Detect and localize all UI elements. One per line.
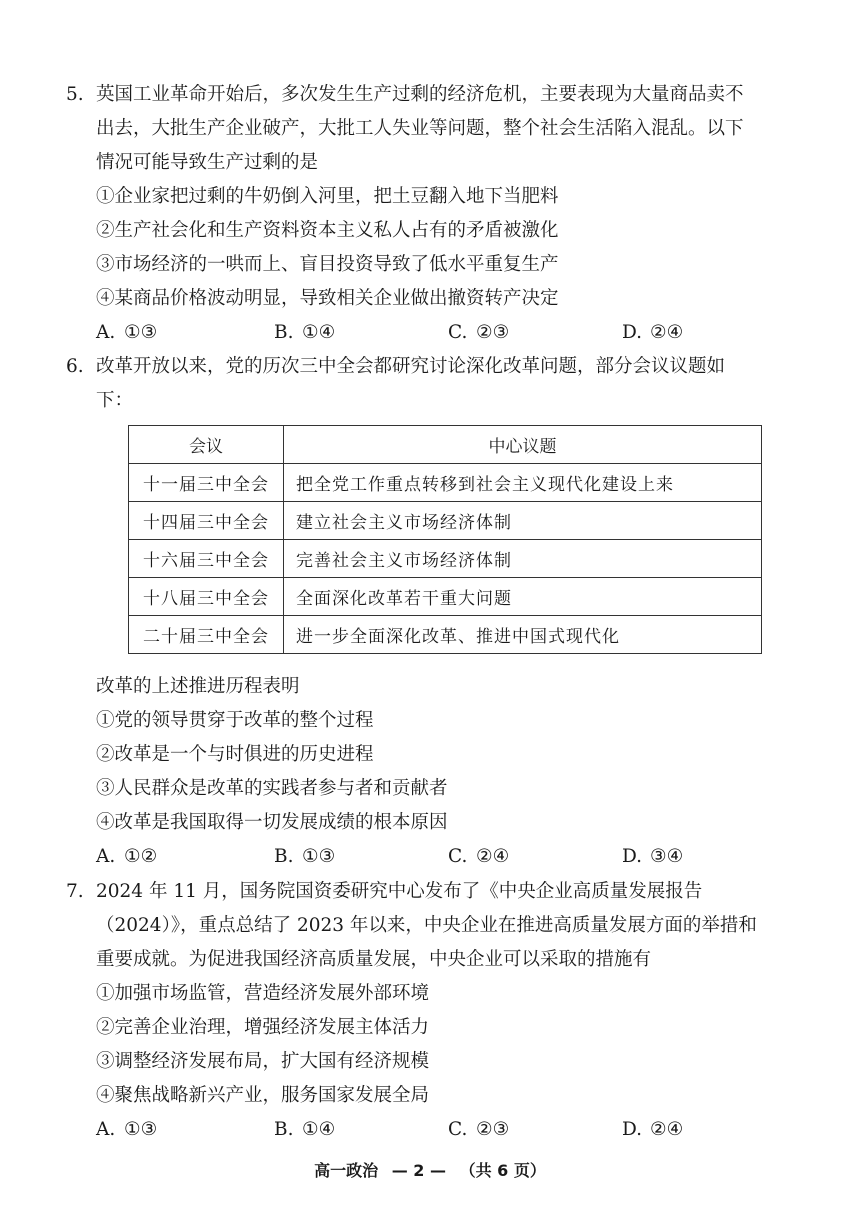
table-cell: 完善社会主义市场经济体制 xyxy=(284,540,762,578)
option-c: C. ②③ xyxy=(448,1119,510,1140)
table-cell: 十一届三中全会 xyxy=(129,464,284,502)
question-7 xyxy=(66,875,806,1147)
table-row xyxy=(129,540,762,578)
answer-options xyxy=(66,1113,806,1147)
table-cell: 十六届三中全会 xyxy=(129,540,284,578)
question-stem-line: 英国工业革命开始后，多次发生生产过剩的经济危机，主要表现为大量商品卖不 xyxy=(96,84,744,105)
statement: ④某商品价格波动明显，导致相关企业做出撤资转产决定 xyxy=(96,288,559,309)
table-cell: 进一步全面深化改革、推进中国式现代化 xyxy=(284,616,762,654)
option-a: A. ①② xyxy=(96,846,158,867)
question-stem-line: 重要成就。为促进我国经济高质量发展，中央企业可以采取的措施有 xyxy=(96,949,652,970)
option-c: C. ②④ xyxy=(448,846,510,867)
table-row xyxy=(129,464,762,502)
option-b: B. ①④ xyxy=(274,1119,336,1140)
table-cell: 十八届三中全会 xyxy=(129,578,284,616)
answer-options xyxy=(66,840,806,874)
meeting-table xyxy=(128,425,762,654)
option-a: A. ①③ xyxy=(96,1119,158,1140)
statement: ③调整经济发展布局，扩大国有经济规模 xyxy=(96,1051,430,1072)
option-b: B. ①④ xyxy=(274,322,336,343)
question-stem-line: （2024）》，重点总结了 2023 年以来，中央企业在推进高质量发展方面的举措和 xyxy=(96,915,757,936)
question-6-continued xyxy=(66,670,806,874)
table-cell: 建立社会主义市场经济体制 xyxy=(284,502,762,540)
question-6 xyxy=(66,350,806,418)
table-row xyxy=(129,616,762,654)
page-footer xyxy=(0,1158,860,1181)
question-stem-line: 情况可能导致生产过剩的是 xyxy=(96,152,319,173)
answer-options xyxy=(66,316,806,350)
option-d: D. ②④ xyxy=(622,1119,684,1140)
option-d: D. ③④ xyxy=(622,846,684,867)
option-b: B. ①③ xyxy=(274,846,336,867)
table-cell: 十四届三中全会 xyxy=(129,502,284,540)
statement: ①企业家把过剩的牛奶倒入河里，把土豆翻入地下当肥料 xyxy=(96,186,559,207)
question-stem-line: 出去，大批生产企业破产，大批工人失业等问题，整个社会生活陷入混乱。以下 xyxy=(96,118,744,139)
footer-page-number: — 2 — xyxy=(391,1161,446,1180)
table-cell: 二十届三中全会 xyxy=(129,616,284,654)
table-cell: 把全党工作重点转移到社会主义现代化建设上来 xyxy=(284,464,762,502)
statement: ②生产社会化和生产资料资本主义私人占有的矛盾被激化 xyxy=(96,220,559,241)
statement: ①加强市场监管，营造经济发展外部环境 xyxy=(96,983,430,1004)
statement: ②完善企业治理，增强经济发展主体活力 xyxy=(96,1017,430,1038)
statement: ②改革是一个与时俱进的历史进程 xyxy=(96,744,374,765)
table-cell: 全面深化改革若干重大问题 xyxy=(284,578,762,616)
question-number: 6. xyxy=(66,356,84,377)
statement: ①党的领导贯穿于改革的整个过程 xyxy=(96,710,374,731)
question-stem-line: 改革的上述推进历程表明 xyxy=(96,676,300,697)
statement: ③人民群众是改革的实践者参与者和贡献者 xyxy=(96,778,448,799)
statement: ④聚焦战略新兴产业，服务国家发展全局 xyxy=(96,1085,430,1106)
option-c: C. ②③ xyxy=(448,322,510,343)
table-row xyxy=(129,502,762,540)
question-stem-line: 2024 年 11 月，国务院国资委研究中心发布了《中央企业高质量发展报告 xyxy=(96,881,703,902)
question-5 xyxy=(66,78,806,350)
statement: ③市场经济的一哄而上、盲目投资导致了低水平重复生产 xyxy=(96,254,559,275)
question-stem-line: 下： xyxy=(96,390,134,411)
footer-subject: 高一政治 xyxy=(314,1161,379,1180)
table-header: 中心议题 xyxy=(284,426,762,464)
table-header-row xyxy=(129,426,762,464)
question-number: 7. xyxy=(66,881,84,902)
table-row xyxy=(129,578,762,616)
footer-total-pages: （共 6 页） xyxy=(459,1161,546,1180)
statement: ④改革是我国取得一切发展成绩的根本原因 xyxy=(96,812,448,833)
question-number: 5. xyxy=(66,84,84,105)
option-a: A. ①③ xyxy=(96,322,158,343)
option-d: D. ②④ xyxy=(622,322,684,343)
question-stem-line: 改革开放以来，党的历次三中全会都研究讨论深化改革问题，部分会议议题如 xyxy=(96,356,726,377)
table-header: 会议 xyxy=(129,426,284,464)
